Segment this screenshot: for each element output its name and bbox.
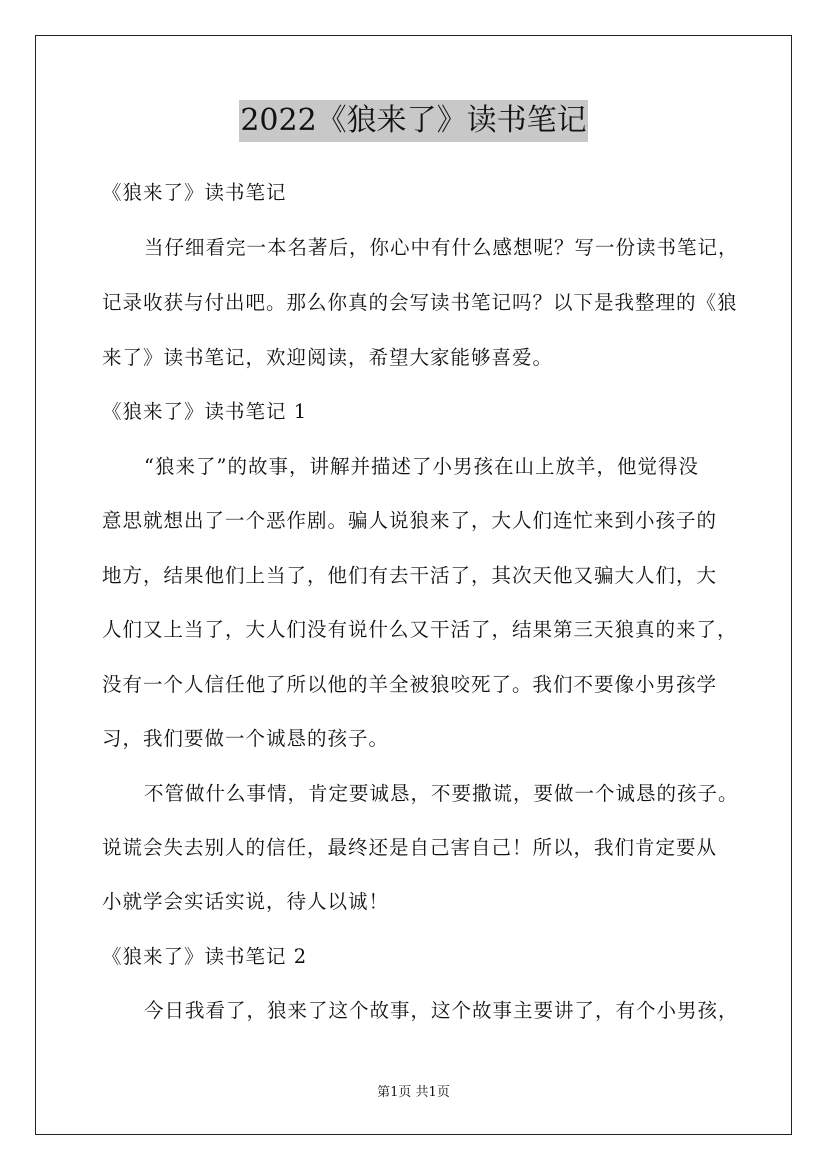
paragraph-line: 说谎会失去别人的信任，最终还是自己害自己！所以，我们肯定要从 [102,836,718,859]
paragraph-line: “狼来了”的故事，讲解并描述了小男孩在山上放羊，他觉得没 [144,455,699,478]
heading-note-2: 《狼来了》读书笔记 2 [102,945,308,968]
paragraph-line: 今日我看了，狼来了这个故事，这个故事主要讲了，有个小男孩， [144,999,739,1022]
document-title-text: 2022《狼来了》读书笔记 [239,100,587,142]
paragraph-line: 不管做什么事情，肯定要诚恳，不要撒谎，要做一个诚恳的孩子。 [144,782,739,805]
page-number-footer: 第1页 共1页 [377,1085,450,1100]
paragraph-line: 小就学会实话实说，待人以诚！ [102,890,390,913]
paragraph-line: 人们又上当了，大人们没有说什么又干活了，结果第三天狼真的来了， [102,618,738,641]
paragraph-line: 来了》读书笔记，欢迎阅读，希望大家能够喜爱。 [102,346,554,369]
heading-intro: 《狼来了》读书笔记 [102,181,287,204]
paragraph-line: 当仔细看完一本名著后，你心中有什么感想呢？写一份读书笔记， [144,236,739,259]
paragraph-line: 没有一个人信任他了所以他的羊全被狼咬死了。我们不要像小男孩学 [102,673,718,696]
paragraph-line: 地方，结果他们上当了，他们有去干活了，其次天他又骗大人们，大 [102,564,718,587]
document-title [0,100,827,142]
paragraph-line: 意思就想出了一个恶作剧。骗人说狼来了，大人们连忙来到小孩子的 [102,509,718,532]
paragraph-line: 习，我们要做一个诚恳的孩子。 [102,727,390,750]
heading-note-1: 《狼来了》读书笔记 1 [102,400,308,423]
paragraph-line: 记录收获与付出吧。那么你真的会写读书笔记吗？以下是我整理的《狼 [102,291,738,314]
